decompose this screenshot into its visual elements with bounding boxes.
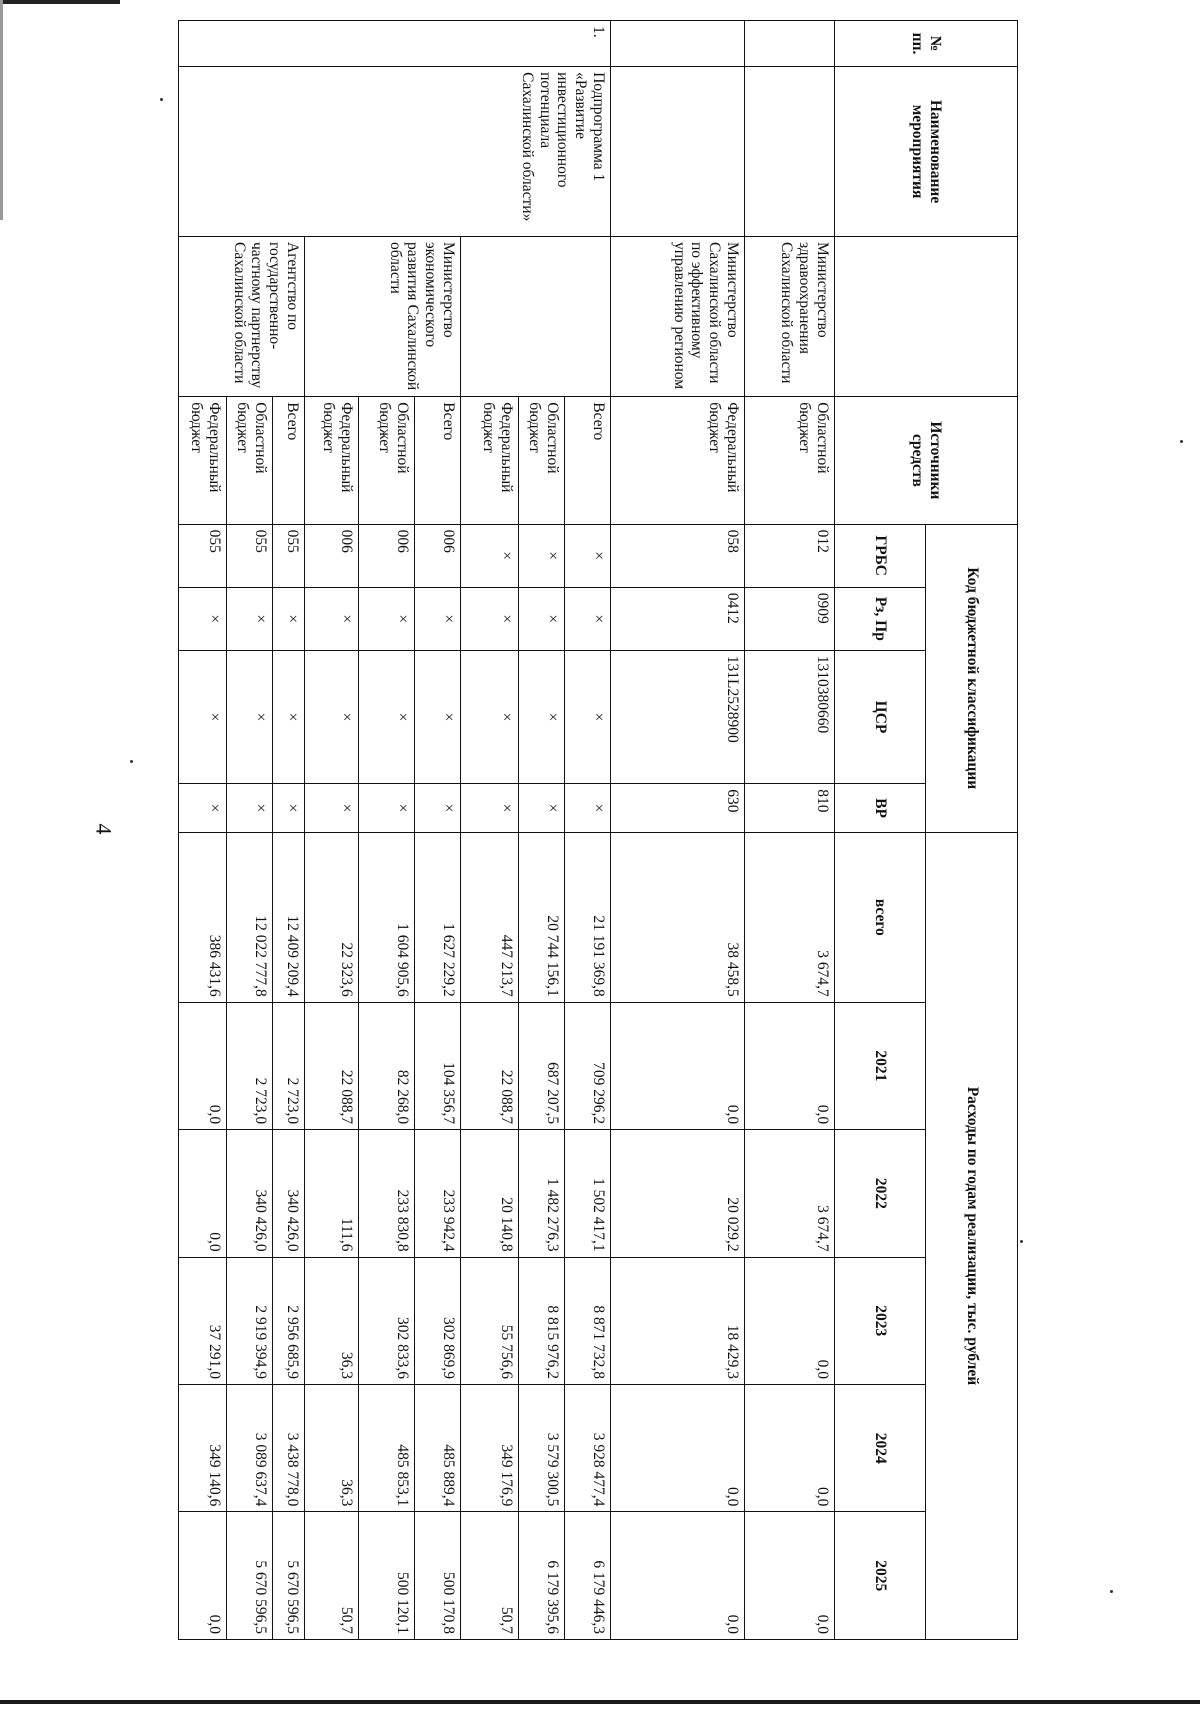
y2021-cell: 22 088,7: [461, 1002, 519, 1129]
executor-cell: Министерство здравоохранения Сахалинской области: [745, 237, 835, 397]
y2025-cell: 0,0: [179, 1512, 227, 1640]
y2024-cell: 485 889,4: [415, 1384, 461, 1511]
name-cell: [745, 67, 835, 237]
source-cell: Всего: [415, 397, 461, 524]
source-cell: Областной бюджет: [359, 397, 415, 524]
vr-cell: ×: [273, 784, 305, 833]
scan-speck: [1020, 1240, 1023, 1243]
y2022-cell: 1 482 276,3: [519, 1130, 565, 1257]
y2022-cell: 233 830,8: [359, 1130, 415, 1257]
total-cell: 386 431,6: [179, 832, 227, 1002]
vr-cell: ×: [179, 784, 227, 833]
header-2021: 2021: [835, 1002, 927, 1129]
grbs-cell: 055: [179, 524, 227, 587]
y2021-cell: 0,0: [179, 1002, 227, 1129]
y2025-cell: 0,0: [611, 1512, 745, 1640]
y2023-cell: 2 919 394,9: [227, 1257, 273, 1384]
grbs-cell: ×: [519, 524, 565, 587]
y2021-cell: 687 207,5: [519, 1002, 565, 1129]
header-executor: [835, 237, 1018, 397]
total-cell: 3 674,7: [745, 832, 835, 1002]
rzpr-cell: ×: [273, 587, 305, 650]
y2024-cell: 3 438 778,0: [273, 1384, 305, 1511]
rzpr-cell: ×: [461, 587, 519, 650]
y2024-cell: 0,0: [745, 1384, 835, 1511]
source-cell: Федеральный бюджет: [179, 397, 227, 524]
header-grbs: ГРБС: [835, 524, 927, 587]
source-cell: Всего: [565, 397, 611, 524]
header-2025: 2025: [835, 1512, 927, 1640]
y2021-cell: 2 723,0: [273, 1002, 305, 1129]
y2021-cell: 22 088,7: [305, 1002, 359, 1129]
rzpr-cell: ×: [179, 587, 227, 650]
grbs-cell: 055: [227, 524, 273, 587]
y2021-cell: 709 296,2: [565, 1002, 611, 1129]
csr-cell: ×: [179, 650, 227, 783]
csr-cell: 1310380660: [745, 650, 835, 783]
source-cell: Федеральный бюджет: [305, 397, 359, 524]
y2023-cell: 8 871 732,8: [565, 1257, 611, 1384]
grbs-cell: 006: [359, 524, 415, 587]
csr-cell: ×: [227, 650, 273, 783]
scan-speck: [1110, 1590, 1113, 1593]
table-row: [745, 21, 835, 1640]
header-row-1: [926, 21, 1018, 1640]
rzpr-cell: 0909: [745, 587, 835, 650]
y2025-cell: 500 120,1: [359, 1512, 415, 1640]
header-num: № пп.: [835, 21, 1018, 67]
total-cell: 21 191 369,8: [565, 832, 611, 1002]
y2025-cell: 6 179 395,6: [519, 1512, 565, 1640]
program-name-cell: Подпрограмма 1 «Развитие инвестиционного потенциала Сахалинской области»: [179, 67, 611, 237]
csr-cell: ×: [461, 650, 519, 783]
total-cell: 22 323,6: [305, 832, 359, 1002]
y2025-cell: 5 670 596,5: [273, 1512, 305, 1640]
grbs-cell: 006: [415, 524, 461, 587]
source-cell: Федеральный бюджет: [461, 397, 519, 524]
y2024-cell: 349 140,6: [179, 1384, 227, 1511]
total-cell: 1 627 229,2: [415, 832, 461, 1002]
y2022-cell: 111,6: [305, 1130, 359, 1257]
y2022-cell: 0,0: [179, 1130, 227, 1257]
csr-cell: ×: [273, 650, 305, 783]
rzpr-cell: ×: [359, 587, 415, 650]
y2021-cell: 82 268,0: [359, 1002, 415, 1129]
vr-cell: ×: [415, 784, 461, 833]
grbs-cell: ×: [461, 524, 519, 587]
header-vr: ВР: [835, 784, 927, 833]
y2023-cell: 36,3: [305, 1257, 359, 1384]
source-cell: Всего: [273, 397, 305, 524]
header-2023: 2023: [835, 1257, 927, 1384]
vr-cell: ×: [565, 784, 611, 833]
header-expenses-group: Расходы по годам реализации, тыс. рублей: [926, 832, 1018, 1639]
rzpr-cell: ×: [519, 587, 565, 650]
rzpr-cell: ×: [415, 587, 461, 650]
header-total: всего: [835, 832, 927, 1002]
header-name: Наименование мероприятия: [835, 67, 1018, 237]
grbs-cell: 058: [611, 524, 745, 587]
rzpr-cell: 0412: [611, 587, 745, 650]
executor-cell: Министерство Сахалинской области по эффективному управлению регионом: [611, 237, 745, 397]
y2023-cell: 302 869,9: [415, 1257, 461, 1384]
y2024-cell: 0,0: [611, 1384, 745, 1511]
table-row: [415, 21, 461, 1640]
total-cell: 12 409 209,4: [273, 832, 305, 1002]
y2022-cell: 20 029,2: [611, 1130, 745, 1257]
rotated-table-wrapper: [178, 20, 1018, 1640]
vr-cell: ×: [461, 784, 519, 833]
scan-speck: [160, 98, 163, 101]
y2025-cell: 500 170,8: [415, 1512, 461, 1640]
y2021-cell: 0,0: [611, 1002, 745, 1129]
y2022-cell: 233 942,4: [415, 1130, 461, 1257]
y2025-cell: 6 179 446,3: [565, 1512, 611, 1640]
y2025-cell: 50,7: [305, 1512, 359, 1640]
source-cell: Областной бюджет: [745, 397, 835, 524]
total-cell: 447 213,7: [461, 832, 519, 1002]
csr-cell: ×: [565, 650, 611, 783]
y2024-cell: 349 176,9: [461, 1384, 519, 1511]
y2024-cell: 3 089 637,4: [227, 1384, 273, 1511]
y2025-cell: 0,0: [745, 1512, 835, 1640]
y2023-cell: 18 429,3: [611, 1257, 745, 1384]
header-2022: 2022: [835, 1130, 927, 1257]
csr-cell: ×: [415, 650, 461, 783]
csr-cell: 131L2528900: [611, 650, 745, 783]
page-number: 4: [91, 823, 117, 835]
scan-edge-top: [0, 0, 120, 4]
source-cell: Областной бюджет: [519, 397, 565, 524]
rzpr-cell: ×: [305, 587, 359, 650]
y2025-cell: 50,7: [461, 1512, 519, 1640]
header-code-group: Код бюджетной классификации: [926, 524, 1018, 832]
executor-cell: [461, 237, 611, 397]
y2022-cell: 340 426,0: [273, 1130, 305, 1257]
y2024-cell: 3 579 300,5: [519, 1384, 565, 1511]
budget-table: [178, 20, 1018, 1640]
num-cell: [611, 21, 745, 67]
vr-cell: ×: [227, 784, 273, 833]
vr-cell: 630: [611, 784, 745, 833]
y2024-cell: 36,3: [305, 1384, 359, 1511]
csr-cell: ×: [359, 650, 415, 783]
y2022-cell: 340 426,0: [227, 1130, 273, 1257]
y2022-cell: 1 502 417,1: [565, 1130, 611, 1257]
vr-cell: ×: [519, 784, 565, 833]
source-cell: Областной бюджет: [227, 397, 273, 524]
y2022-cell: 3 674,7: [745, 1130, 835, 1257]
y2025-cell: 5 670 596,5: [227, 1512, 273, 1640]
y2023-cell: 55 756,6: [461, 1257, 519, 1384]
table-row: [565, 21, 611, 1640]
y2023-cell: 8 815 976,2: [519, 1257, 565, 1384]
y2021-cell: 2 723,0: [227, 1002, 273, 1129]
total-cell: 1 604 905,6: [359, 832, 415, 1002]
header-csr: ЦСР: [835, 650, 927, 783]
header-rzpr: Рз, Пр: [835, 587, 927, 650]
rzpr-cell: ×: [565, 587, 611, 650]
table-row: [273, 21, 305, 1640]
table-row: [611, 21, 745, 1640]
name-cell: [611, 67, 745, 237]
y2023-cell: 2 956 685,9: [273, 1257, 305, 1384]
vr-cell: 810: [745, 784, 835, 833]
num-cell: [745, 21, 835, 67]
header-sources: Источники средств: [835, 397, 1018, 524]
y2022-cell: 20 140,8: [461, 1130, 519, 1257]
y2021-cell: 0,0: [745, 1002, 835, 1129]
scan-edge-bottom: [0, 1700, 1200, 1704]
vr-cell: ×: [359, 784, 415, 833]
executor-cell: Агентство по государственно-частному партнерству Сахалинской области: [179, 237, 305, 397]
scan-speck: [130, 760, 133, 763]
y2023-cell: 37 291,0: [179, 1257, 227, 1384]
grbs-cell: 055: [273, 524, 305, 587]
grbs-cell: 012: [745, 524, 835, 587]
y2021-cell: 104 356,7: [415, 1002, 461, 1129]
source-cell: Федеральный бюджет: [611, 397, 745, 524]
csr-cell: ×: [305, 650, 359, 783]
rzpr-cell: ×: [227, 587, 273, 650]
total-cell: 12 022 777,8: [227, 832, 273, 1002]
scan-edge-left: [0, 0, 3, 220]
executor-cell: Министерство экономического развития Сахалинской области: [305, 237, 461, 397]
y2023-cell: 0,0: [745, 1257, 835, 1384]
total-cell: 38 458,5: [611, 832, 745, 1002]
header-2024: 2024: [835, 1384, 927, 1511]
program-num-cell: 1.: [179, 21, 611, 67]
y2024-cell: 485 853,1: [359, 1384, 415, 1511]
grbs-cell: ×: [565, 524, 611, 587]
scan-speck: [1180, 440, 1183, 443]
csr-cell: ×: [519, 650, 565, 783]
total-cell: 20 744 156,1: [519, 832, 565, 1002]
y2023-cell: 302 833,6: [359, 1257, 415, 1384]
y2024-cell: 3 928 477,4: [565, 1384, 611, 1511]
vr-cell: ×: [305, 784, 359, 833]
grbs-cell: 006: [305, 524, 359, 587]
